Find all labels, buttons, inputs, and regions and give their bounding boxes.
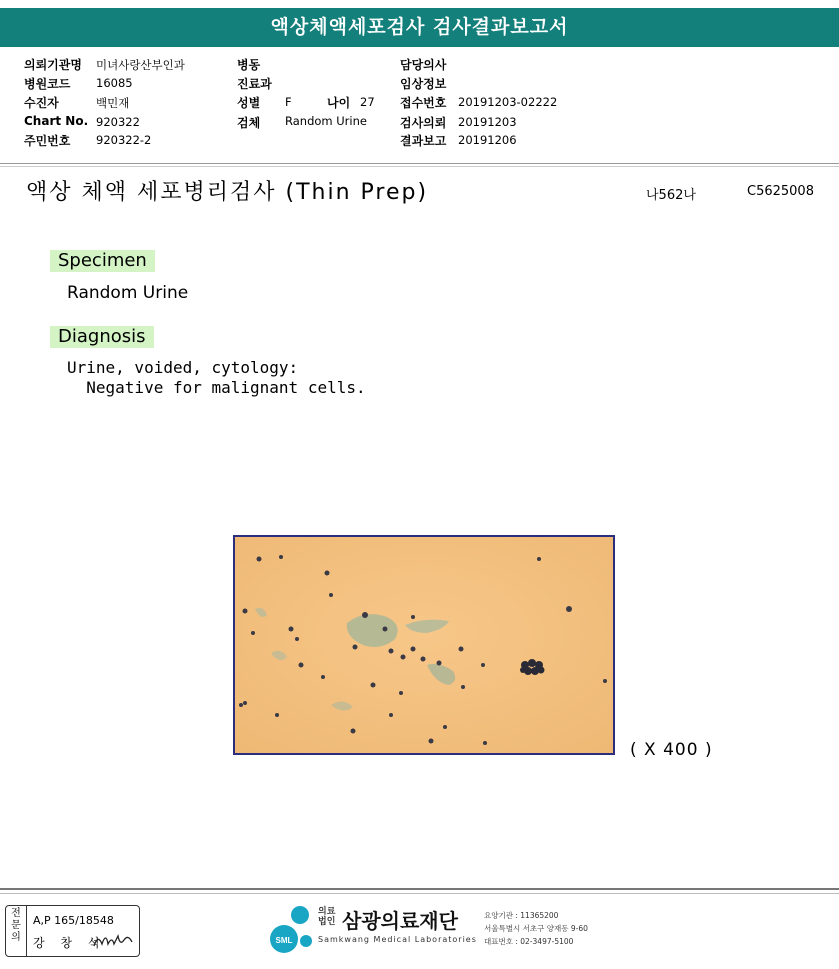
receipt-label: 접수번호 [400,96,447,110]
diagnosis-line-1: Urine, voided, cytology: [67,358,299,377]
report-code-right: C5625008 [747,184,814,199]
signature-side-label [6,906,27,956]
diagnosis-line-2: Negative for malignant cells. [67,378,366,397]
logo-english-name: Samkwang Medical Laboratories [318,935,477,944]
age-value: 27 [360,95,375,109]
lab-info-line-1: 요양기관 : 11365200 [484,911,559,920]
sex-value: F [285,95,292,109]
sml-logo-icon [270,905,316,957]
request-value: 20191203 [458,115,517,129]
specimen-text: Random Urine [67,283,189,303]
hospcode-value: 16085 [96,76,133,90]
microscopy-image-svg [235,537,613,753]
patient-value: 백민재 [96,96,130,110]
report-value: 20191206 [458,133,517,147]
id-label: 주민번호 [24,134,71,148]
lab-info-line-3: 대표번호 : 02-3497-5100 [484,937,574,946]
patient-label: 수진자 [24,96,59,110]
specimen-value: Random Urine [285,114,367,128]
logo-corp-label: 의료 법인 [318,907,336,927]
doctor-label: 담당의사 [400,58,447,72]
footer-divider [0,888,839,890]
signature-name: 강 창 석 [33,936,106,950]
hospital-value: 미녀사랑산부인과 [96,58,185,72]
lab-info-line-2: 서울특별시 서초구 양재동 9-60 [484,924,588,933]
age-label: 나이 [327,96,351,110]
report-title: 액상 체액 세포병리검사 (Thin Prep) [26,180,429,205]
request-label: 검사의뢰 [400,116,447,130]
patient-info-block [0,56,839,152]
dept-label: 진료과 [237,77,272,91]
footer-divider [0,893,839,894]
handwritten-signature [92,930,136,952]
signature-side-text: 전문의 [11,908,21,943]
chart-label: Chart No. [24,114,89,128]
magnification-label: ( X 400 ) [630,740,713,760]
lab-contact-info [484,909,588,948]
ward-label: 병동 [237,58,261,72]
hospital-label: 의뢰기관명 [24,58,82,72]
id-value: 920322-2 [96,133,152,147]
signature-box [5,905,140,957]
report-header-title: 액상체액세포검사 검사결과보고서 [0,8,839,47]
sml-logo-text: SML [275,936,293,945]
specimen-heading: Specimen [50,250,155,272]
sex-label: 성별 [237,96,261,110]
signature-ap-number: A,P 165/18548 [33,914,114,927]
lab-logo [270,905,600,957]
diagnosis-heading: Diagnosis [50,326,154,348]
microscopy-image [233,535,615,755]
chart-value: 920322 [96,115,140,129]
diagnosis-text [67,358,366,398]
report-label: 결과보고 [400,134,447,148]
logo-korean-name: 삼광의료재단 [342,909,458,933]
report-code-left: 나562나 [646,188,696,203]
hospcode-label: 병원코드 [24,77,71,91]
clinical-label: 임상정보 [400,77,447,91]
specimen-label: 검체 [237,116,261,130]
divider [0,163,839,164]
divider [0,166,839,167]
receipt-value: 20191203-02222 [458,95,558,109]
